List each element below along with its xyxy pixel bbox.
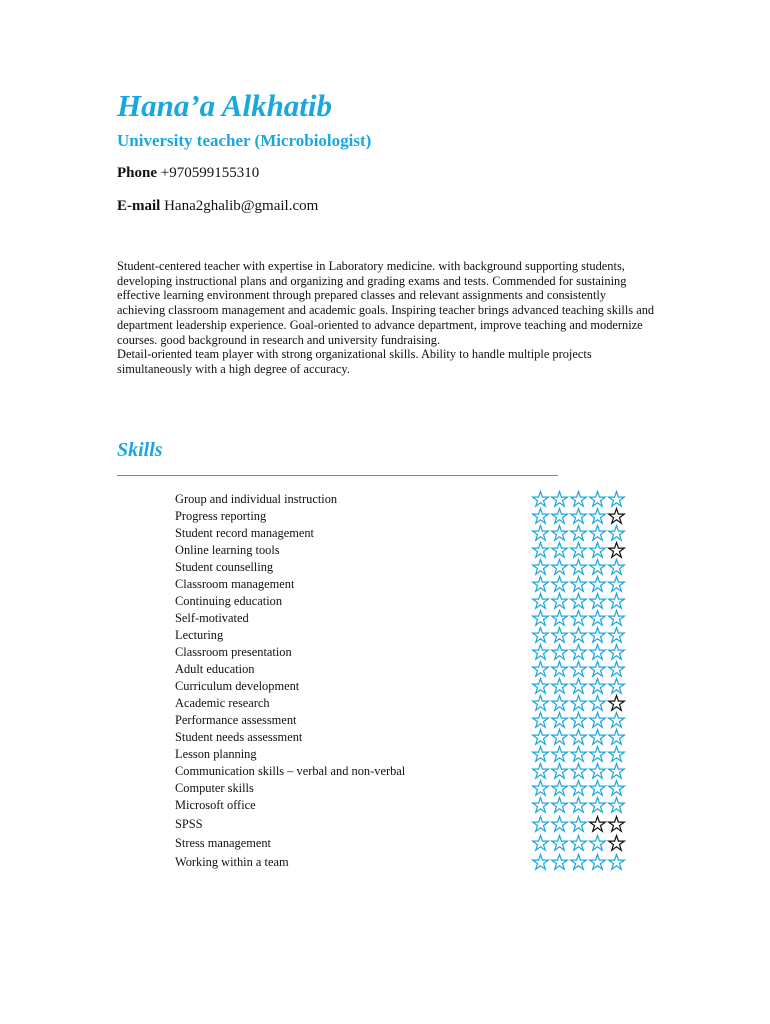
skill-row: [175, 712, 625, 729]
skill-row: [175, 729, 625, 746]
skill-row: [175, 576, 625, 593]
star-filled-icon: [531, 815, 550, 834]
email-label: E-mail: [117, 198, 161, 214]
skill-label: Computer skills: [175, 781, 254, 795]
star-filled-icon: [550, 796, 569, 815]
star-filled-icon: [588, 796, 607, 815]
star-filled-icon: [550, 834, 569, 853]
star-filled-icon: [588, 834, 607, 853]
summary-paragraph: Detail-oriented team player with strong organizational skills. Ability to handle multiple projects simultaneously with a high degree of accuracy.: [117, 347, 592, 376]
phone-line: [117, 163, 259, 183]
skill-row: [175, 763, 625, 780]
skill-row: [175, 508, 625, 525]
phone-value: +970599155310: [160, 165, 260, 181]
skill-row: [175, 593, 625, 610]
star-filled-icon: [550, 853, 569, 872]
job-title: University teacher (Microbiologist): [117, 131, 372, 150]
skill-label: Performance assessment: [175, 713, 297, 727]
skill-row: [175, 816, 625, 833]
skill-label: SPSS: [175, 817, 203, 831]
skill-rating: [531, 815, 627, 834]
skills-heading: Skills: [117, 439, 163, 461]
star-filled-icon: [531, 834, 550, 853]
star-filled-icon: [569, 815, 588, 834]
skill-label: Curriculum development: [175, 679, 300, 693]
skill-rating: [531, 834, 627, 853]
skill-row: [175, 627, 625, 644]
star-empty-icon: [607, 815, 626, 834]
skill-row: [175, 661, 625, 678]
star-filled-icon: [531, 853, 550, 872]
skill-label: Student record management: [175, 526, 315, 540]
star-filled-icon: [569, 796, 588, 815]
skill-label: Continuing education: [175, 594, 283, 608]
skill-row: [175, 746, 625, 763]
skill-row: [175, 542, 625, 559]
skill-row: [175, 678, 625, 695]
star-filled-icon: [531, 796, 550, 815]
star-filled-icon: [569, 834, 588, 853]
star-filled-icon: [569, 853, 588, 872]
skill-label: Online learning tools: [175, 543, 280, 557]
star-filled-icon: [588, 853, 607, 872]
skill-label: Adult education: [175, 662, 255, 676]
skill-row: [175, 491, 625, 508]
skill-row: [175, 525, 625, 542]
skill-label: Student needs assessment: [175, 730, 303, 744]
profile-summary: [117, 259, 657, 377]
summary-paragraph: Student-centered teacher with expertise in Laboratory medicine. with background supporting students, developing instructional plans and organizing and grading exams and tests. Commended for sustaining effective learning environment through prepared classes and relevant assignments and consistently achieving classroom management and academic goals. Inspiring teacher brings advanced teaching skills and department leadership experience. Goal-oriented to advance department, improve teaching and modernize courses. good background in research and university fundraising.: [117, 259, 655, 347]
skill-label: Student counselling: [175, 560, 274, 574]
skills-divider: [117, 475, 558, 476]
star-filled-icon: [607, 853, 626, 872]
phone-label: Phone: [117, 165, 158, 181]
skill-label: Stress management: [175, 836, 272, 850]
skill-label: Group and individual instruction: [175, 492, 338, 506]
skill-row: [175, 780, 625, 797]
skill-row: [175, 854, 625, 871]
email-line: [117, 196, 318, 216]
star-filled-icon: [550, 815, 569, 834]
skill-label: Classroom management: [175, 577, 295, 591]
skill-label: Lesson planning: [175, 747, 257, 761]
star-empty-icon: [607, 834, 626, 853]
resume-name: Hana’a Alkhatib: [117, 88, 333, 123]
skill-row: [175, 797, 625, 814]
skill-row: [175, 835, 625, 852]
skill-rating: [531, 853, 627, 872]
skill-label: Communication skills – verbal and non-verbal: [175, 764, 406, 778]
star-filled-icon: [607, 796, 626, 815]
email-value: Hana2ghalib@gmail.com: [164, 198, 319, 214]
skill-label: Self-motivated: [175, 611, 249, 625]
skill-label: Academic research: [175, 696, 270, 710]
skill-label: Working within a team: [175, 855, 289, 869]
skill-row: [175, 695, 625, 712]
skill-row: [175, 559, 625, 576]
skill-rating: [531, 796, 627, 815]
skill-label: Progress reporting: [175, 509, 267, 523]
skill-row: [175, 610, 625, 627]
skill-label: Classroom presentation: [175, 645, 292, 659]
star-empty-icon: [588, 815, 607, 834]
skill-row: [175, 644, 625, 661]
skill-label: Lecturing: [175, 628, 224, 642]
skill-label: Microsoft office: [175, 798, 256, 812]
